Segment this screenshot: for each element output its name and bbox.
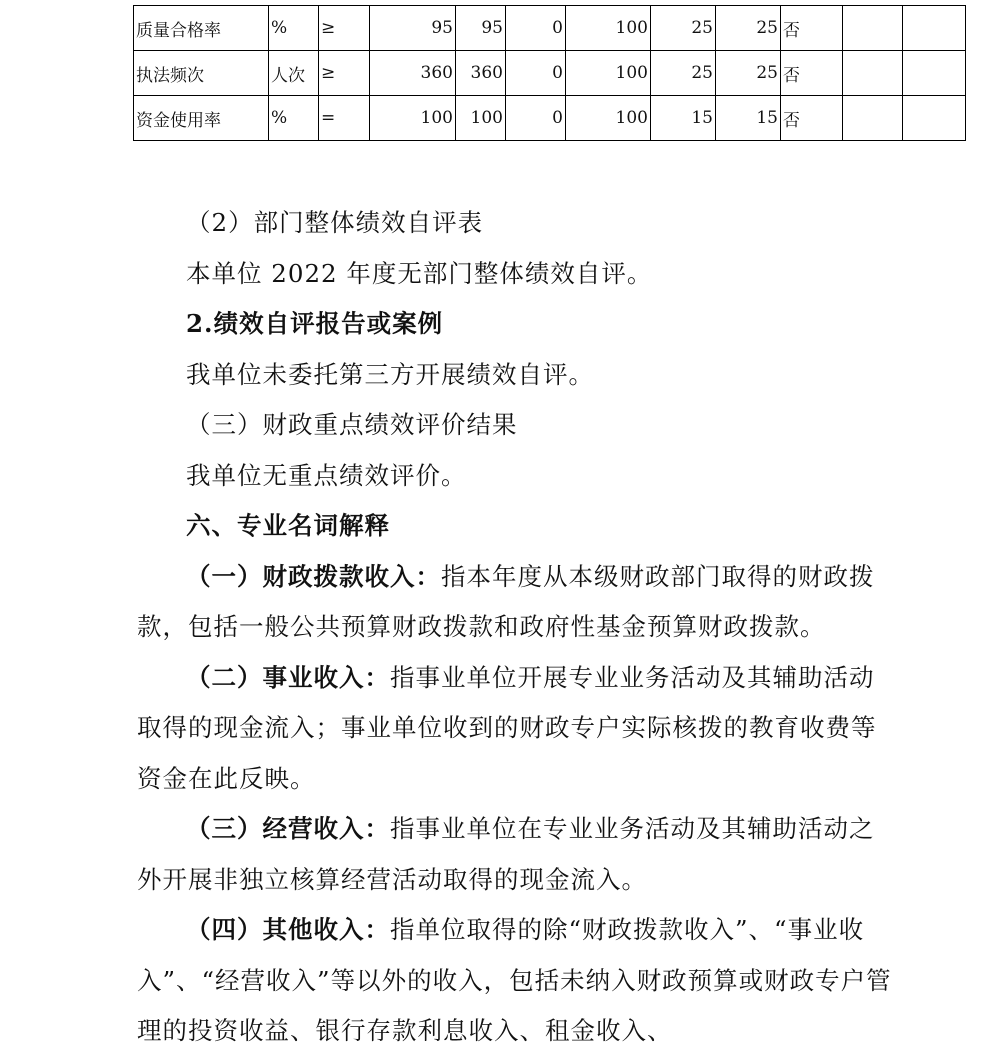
- term-text: 指事业单位开展专业业务活动及其辅助活动取得的现金流入；事业单位收到的财政专户实际核拨的教育收费等资金在此反映。: [137, 662, 877, 793]
- weight-cell: 25: [651, 51, 716, 96]
- flag-cell: 否: [781, 51, 843, 96]
- term-text: 指本年度从本级财政部门取得的财政拨款，包括一般公共预算财政拨款和政府性基金预算财政拨款。: [137, 561, 875, 641]
- term-paragraph: [137, 905, 897, 1057]
- term-label: （一）财政拨款收入：: [186, 561, 441, 591]
- table-row: [134, 51, 966, 96]
- term-label: （二）事业收入：: [186, 662, 390, 692]
- term-label: （三）经营收入：: [186, 814, 390, 843]
- document-body: [137, 198, 897, 1057]
- score-cell: 25: [716, 51, 781, 96]
- indicator-name-cell: 资金使用率: [134, 96, 269, 141]
- term-text: 指单位取得的除“财政拨款收入”、“事业收入”、“经营收入”等以外的收入，包括未纳入财政预算或财政专户管理的投资收益、银行存款利息收入、租金收入、: [137, 915, 892, 1045]
- completion-rate-cell: 100: [566, 6, 651, 51]
- target-value-cell: 360: [370, 51, 456, 96]
- blank-cell: [903, 6, 966, 51]
- flag-cell: 否: [781, 96, 843, 141]
- score-cell: 25: [716, 6, 781, 51]
- blank-cell: [843, 96, 903, 141]
- operator-cell: ≥: [319, 51, 370, 96]
- weight-cell: 25: [651, 6, 716, 51]
- blank-cell: [903, 51, 966, 96]
- paragraph: 我单位无重点绩效评价。: [186, 460, 467, 490]
- unit-cell: %: [269, 96, 319, 141]
- term-text: 指事业单位在专业业务活动及其辅助活动之外开展非独立核算经营活动取得的现金流入。: [137, 814, 875, 894]
- weight-cell: 15: [651, 96, 716, 141]
- unit-cell: 人次: [269, 51, 319, 96]
- paragraph: 本单位 2022 年度无部门整体绩效自评。: [186, 258, 653, 288]
- unit-cell: %: [269, 6, 319, 51]
- term-paragraph: [137, 653, 897, 805]
- section-heading-report: 2.绩效自评报告或案例: [186, 309, 444, 338]
- operator-cell: ≥: [319, 6, 370, 51]
- target-value-cell: 100: [370, 96, 456, 141]
- term-paragraph: [137, 804, 897, 905]
- paragraph: 我单位未委托第三方开展绩效自评。: [186, 359, 594, 389]
- table-row: [134, 96, 966, 141]
- term-paragraph: [137, 552, 897, 653]
- section-heading-terms: 六、专业名词解释: [186, 511, 390, 540]
- indicator-name-cell: 执法频次: [134, 51, 269, 96]
- blank-cell: [903, 96, 966, 141]
- score-cell: 15: [716, 96, 781, 141]
- table-row: [134, 6, 966, 51]
- operator-cell: =: [319, 96, 370, 141]
- performance-indicator-table: [133, 5, 966, 141]
- completion-rate-cell: 100: [566, 96, 651, 141]
- blank-cell: [843, 51, 903, 96]
- table-body: [134, 6, 966, 141]
- deviation-cell: 0: [506, 6, 566, 51]
- term-label: （四）其他收入：: [186, 915, 390, 944]
- actual-value-cell: 360: [456, 51, 506, 96]
- flag-cell: 否: [781, 6, 843, 51]
- target-value-cell: 95: [370, 6, 456, 51]
- deviation-cell: 0: [506, 96, 566, 141]
- deviation-cell: 0: [506, 51, 566, 96]
- section-heading-dept-self-eval: （2）部门整体绩效自评表: [186, 208, 484, 237]
- completion-rate-cell: 100: [566, 51, 651, 96]
- actual-value-cell: 100: [456, 96, 506, 141]
- indicator-name-cell: 质量合格率: [134, 6, 269, 51]
- section-heading-key-eval: （三）财政重点绩效评价结果: [186, 410, 518, 439]
- actual-value-cell: 95: [456, 6, 506, 51]
- blank-cell: [843, 6, 903, 51]
